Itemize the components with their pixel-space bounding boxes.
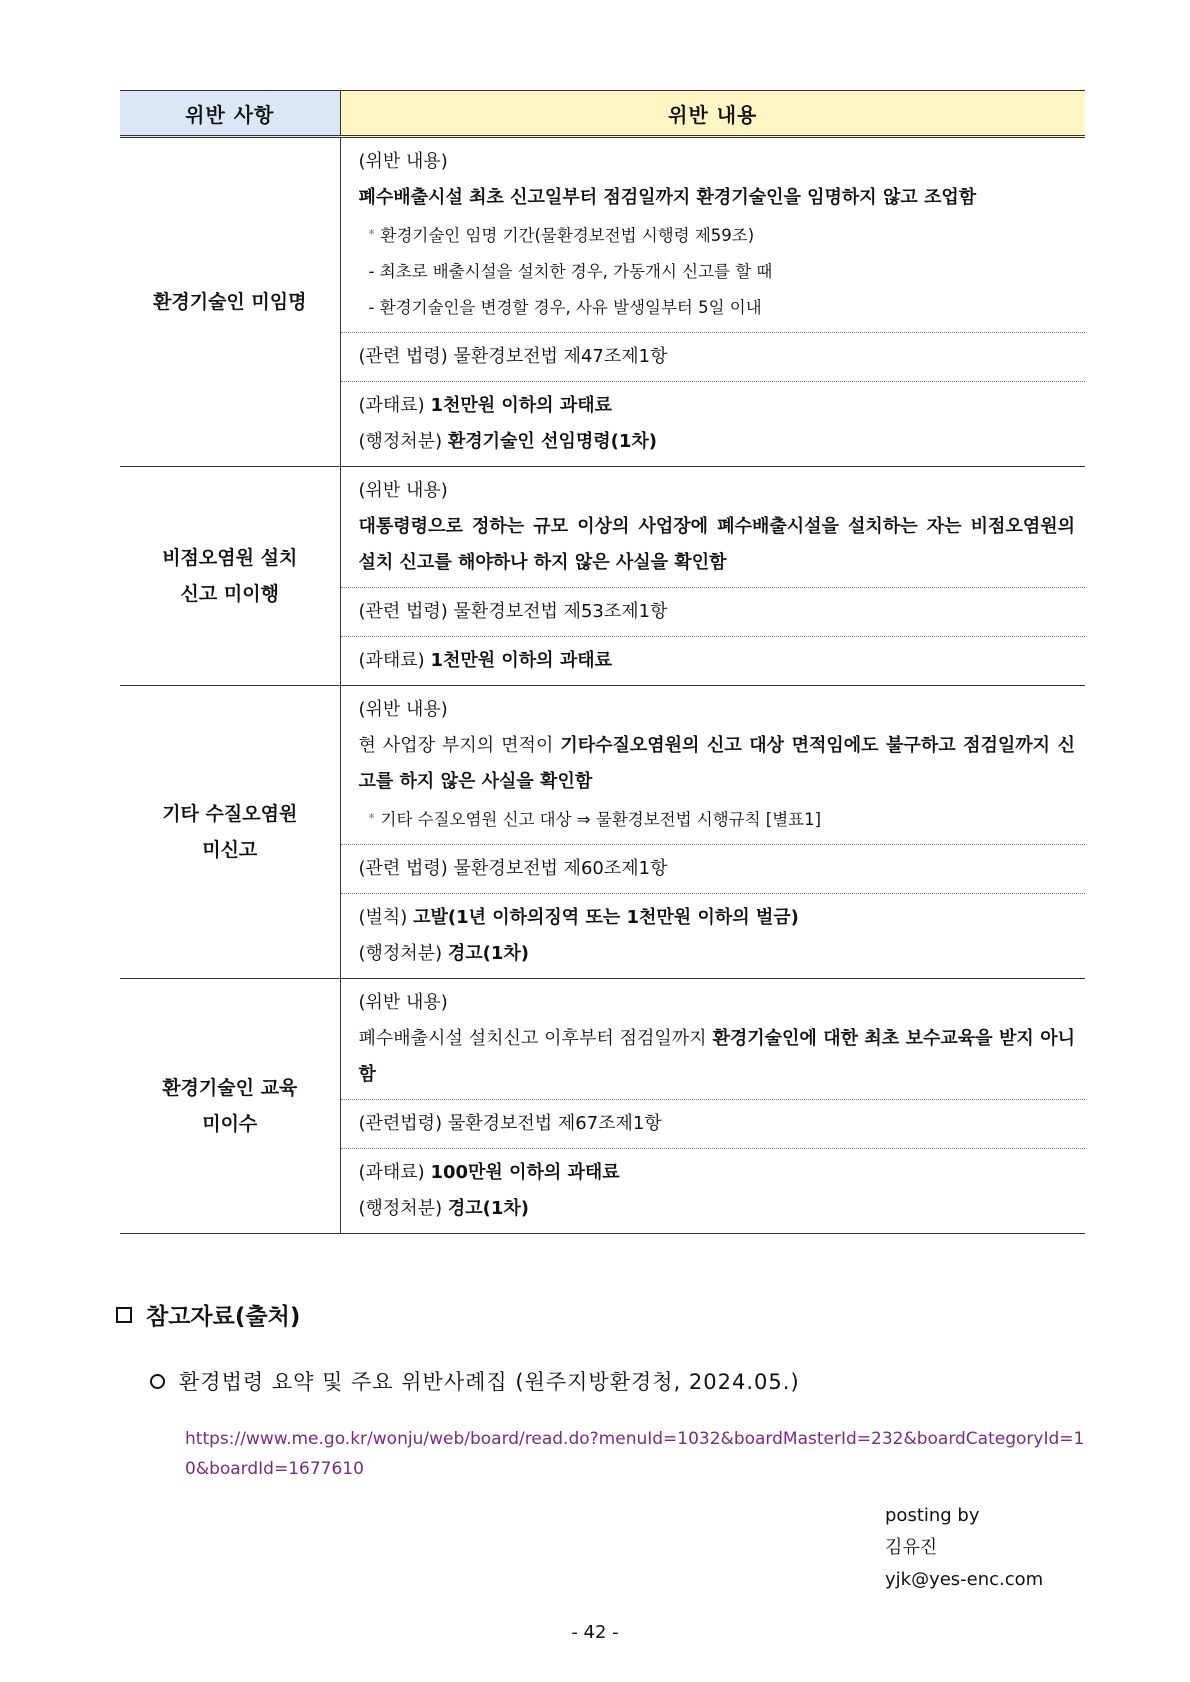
- row-category: [120, 979, 340, 1234]
- category-label: 비점오염원 설치: [162, 547, 298, 569]
- penalty-section: [341, 381, 1086, 466]
- penalty-section: [341, 893, 1086, 978]
- table-row: [120, 686, 1085, 979]
- penalty-line: (과태료) 1천만원 이하의 과태료: [358, 650, 613, 671]
- violation-text: 현 사업장 부지의 면적이 기타수질오염원의 신고 대상 면적임에도 불구하고 점검일까지 신고를 하지 않은 사실을 확인함: [358, 735, 1075, 792]
- penalty-line: (과태료) 100만원 이하의 과태료: [358, 1162, 620, 1183]
- reference-item: [150, 1366, 800, 1396]
- admin-action-line: (행정처분) 경고(1차): [358, 943, 529, 964]
- violation-section: [341, 979, 1086, 1099]
- category-label: 미신고: [202, 839, 258, 861]
- note-line: * 환경기술인 임명 기간(물환경보전법 시행령 제59조): [368, 226, 755, 245]
- header-violation-content: 위반 내용: [340, 91, 1085, 137]
- penalty-line: (벌칙) 고발(1년 이하의징역 또는 1천만원 이하의 벌금): [358, 907, 799, 928]
- violation-label: (위반 내용): [358, 992, 448, 1013]
- references-heading: [116, 1298, 300, 1331]
- violation-section: [341, 467, 1086, 587]
- asterisk-icon: *: [368, 227, 375, 241]
- author-name: 김유진: [885, 1537, 938, 1558]
- hollow-circle-bullet-icon: [150, 1374, 165, 1389]
- references-title: 참고자료(출처): [146, 1304, 301, 1330]
- sub-item: - 최초로 배출시설을 설치한 경우, 가동개시 신고를 할 때: [368, 262, 773, 281]
- asterisk-icon: *: [368, 811, 375, 825]
- row-content: [340, 137, 1085, 467]
- law-section: [341, 844, 1086, 893]
- violation-section: [341, 138, 1086, 332]
- posting-info: [885, 1500, 1043, 1596]
- row-category: [120, 467, 340, 686]
- row-content: [340, 467, 1085, 686]
- table-row: [120, 467, 1085, 686]
- note-line: * 기타 수질오염원 신고 대상 ⇒ 물환경보전법 시행규칙 [별표1]: [368, 810, 822, 829]
- table-row: [120, 137, 1085, 467]
- penalty-section: [341, 636, 1086, 685]
- admin-action-line: (행정처분) 환경기술인 선임명령(1차): [358, 431, 657, 452]
- violation-text: 폐수배출시설 최초 신고일부터 점검일까지 환경기술인을 임명하지 않고 조업함: [358, 187, 977, 208]
- violation-label: (위반 내용): [358, 480, 448, 501]
- law-section: [341, 332, 1086, 381]
- author-email: yjk@yes-enc.com: [885, 1569, 1044, 1590]
- penalty-section: [341, 1148, 1086, 1233]
- related-law: (관련 법령) 물환경보전법 제60조제1항: [358, 858, 668, 879]
- category-label: 신고 미이행: [180, 583, 279, 605]
- violation-table: [120, 90, 1085, 1234]
- category-label: 기타 수질오염원: [162, 803, 298, 825]
- posting-by-label: posting by: [885, 1505, 980, 1526]
- admin-action-line: (행정처분) 경고(1차): [358, 1198, 529, 1219]
- table-row: [120, 979, 1085, 1234]
- sub-item: - 환경기술인을 변경할 경우, 사유 발생일부터 5일 이내: [368, 298, 762, 317]
- law-section: [341, 587, 1086, 636]
- penalty-line: (과태료) 1천만원 이하의 과태료: [358, 395, 613, 416]
- row-category: [120, 137, 340, 467]
- category-label: 미이수: [202, 1113, 258, 1135]
- page-number: - 42 -: [571, 1622, 619, 1643]
- violation-label: (위반 내용): [358, 699, 448, 720]
- category-label: 환경기술인 교육: [162, 1077, 298, 1099]
- row-category: [120, 686, 340, 979]
- reference-link[interactable]: https://www.me.go.kr/wonju/web/board/read.do?menuId=1032&boardMasterId=232&boardCategoryId=10&boardId=1677610: [185, 1429, 1085, 1479]
- related-law: (관련법령) 물환경보전법 제67조제1항: [358, 1113, 662, 1134]
- related-law: (관련 법령) 물환경보전법 제53조제1항: [358, 601, 668, 622]
- law-section: [341, 1099, 1086, 1148]
- violation-section: [341, 686, 1086, 844]
- row-content: [340, 686, 1085, 979]
- violation-label: (위반 내용): [358, 151, 448, 172]
- violation-text: 대통령령으로 정하는 규모 이상의 사업장에 폐수배출시설을 설치하는 자는 비점오염원의 설치 신고를 해야하나 하지 않은 사실을 확인함: [358, 516, 1075, 573]
- checkbox-square-icon: [116, 1307, 132, 1323]
- category-label: 환경기술인 미임명: [153, 291, 307, 313]
- violation-text: 폐수배출시설 설치신고 이후부터 점검일까지 환경기술인에 대한 최초 보수교육을 받지 아니함: [358, 1028, 1075, 1085]
- related-law: (관련 법령) 물환경보전법 제47조제1항: [358, 346, 668, 367]
- reference-text: 환경법령 요약 및 주요 위반사례집 (원주지방환경청, 2024.05.): [179, 1370, 800, 1394]
- table-header-row: [120, 91, 1085, 137]
- row-content: [340, 979, 1085, 1234]
- header-violation-item: 위반 사항: [120, 91, 340, 137]
